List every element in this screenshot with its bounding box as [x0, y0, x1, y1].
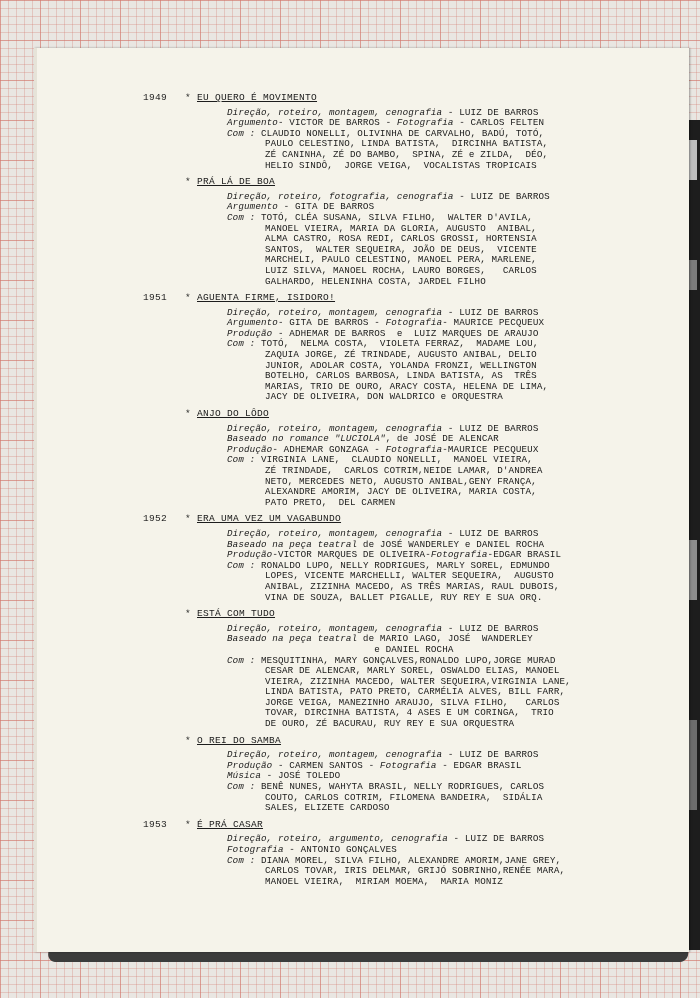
page-shadow	[48, 952, 689, 962]
credit-text: - ADHEMAR GONZAGA -	[272, 443, 386, 455]
film-title: ANJO DO LÔDO	[197, 408, 270, 420]
filmography-list	[145, 93, 665, 893]
credit-text: de JOSÉ WANDERLEY e DANIEL ROCHA	[357, 538, 545, 550]
cast-names: ALMA CASTRO, ROSA REDI, CARLOS GROSSI, HORTENSIA	[265, 233, 537, 245]
credit-text: - LUIZ DE BARROS	[442, 422, 539, 434]
credit-text: de MARIO LAGO, JOSÉ WANDERLEY	[357, 633, 533, 645]
credit-text: - LUIZ DE BARROS	[453, 190, 550, 202]
credit-text: -EDGAR BRASIL	[487, 549, 562, 561]
cast-label: Com :	[227, 127, 256, 139]
credit-text: - CARMEN SANTOS -	[272, 759, 380, 771]
document-page	[34, 48, 689, 952]
film-year: 1952	[143, 513, 168, 525]
credit-text: - LUIZ DE BARROS	[442, 749, 539, 761]
credit-text: Direção, roteiro, montagem, cenografia	[227, 749, 443, 761]
credit-text: - JOSÉ TOLEDO	[260, 770, 341, 782]
cast-names: MANOEL VIEIRA, MARIA DA GLORIA, AUGUSTO ANIBAL,	[265, 222, 537, 234]
credit-text: Fotografia	[227, 844, 284, 855]
film-title: ERA UMA VEZ UM VAGABUNDO	[197, 513, 342, 525]
film-title: É PRÁ CASAR	[197, 818, 264, 830]
film-title: PRÁ LÁ DE BOA	[197, 176, 276, 188]
credit-text: Produção	[227, 443, 273, 455]
cast-names: DIANA MOREL, SILVA FILHO, ALEXANDRE AMORIM,JANE GREY,	[261, 854, 562, 866]
credit-text: - LUIZ DE BARROS	[442, 622, 539, 634]
asterisk-bullet-icon: *	[185, 818, 191, 830]
credit-text: - GITA DE BARROS -	[277, 317, 386, 329]
film-entry	[145, 609, 665, 730]
credit-text: - LUIZ DE BARROS	[447, 833, 545, 845]
credit-text: - CARLOS FELTEN	[453, 117, 545, 129]
film-year: 1951	[143, 292, 168, 304]
cast-names: SALES, ELIZETE CARDOSO	[265, 802, 390, 814]
credit-text: Produção	[227, 327, 273, 339]
cast-names: TOVAR, DIRCINHA BATISTA, 4 ASES E UM CORINGA, TRIO	[265, 707, 554, 719]
credit-text: - LUIZ DE BARROS	[442, 527, 539, 539]
credit-text: Produção	[227, 759, 273, 771]
credit-text: Direção, roteiro, argumento, cenografia	[227, 833, 448, 845]
film-entry	[145, 293, 665, 403]
credit-text: - MAURICE PECQUEUX	[442, 317, 545, 329]
credit-text: Fotografia	[430, 549, 488, 561]
credits-block	[227, 308, 665, 403]
cast-names: LOPES, VICENTE MARCHELLI, WALTER SEQUEIRA, AUGUSTO	[265, 570, 554, 582]
cast-names: GALHARDO, HELENINHA COSTA, JARDEL FILHO	[265, 275, 486, 287]
cast-line	[227, 593, 665, 604]
credit-text: - GITA DE BARROS	[277, 201, 375, 213]
credit-text: Baseado na peça teatral	[227, 538, 358, 550]
credit-text: Direção, roteiro, fotografia, cenografia	[227, 190, 454, 202]
credits-block	[227, 624, 665, 730]
credit-text: -VICTOR MARQUES DE OLIVEIRA-	[272, 549, 431, 561]
credits-block	[227, 424, 665, 509]
credit-text: Direção, roteiro, montagem, cenografia	[227, 527, 443, 539]
film-entry	[145, 736, 665, 814]
cast-names: CLAUDIO NONELLI, OLIVINHA DE CARVALHO, BADÚ, TOTÓ,	[261, 127, 545, 139]
film-title: O REI DO SAMBA	[197, 734, 282, 746]
film-entry	[145, 93, 665, 171]
credit-text: Fotografia	[379, 759, 437, 771]
cast-names: BENÊ NUNES, WAHYTA BRASIL, NELLY RODRIGUES, CARLOS	[261, 781, 545, 793]
credit-text: Baseado no romance "LUCIOLA"	[227, 433, 386, 445]
asterisk-bullet-icon: *	[185, 92, 191, 103]
film-entry	[145, 820, 665, 888]
asterisk-bullet-icon: *	[185, 408, 191, 420]
credit-text: - ADHEMAR DE BARROS e LUIZ MARQUES DE ARAUJO	[272, 327, 539, 339]
credit-text: Argumento	[227, 317, 278, 329]
credit-text: Música	[227, 770, 261, 782]
cast-line	[227, 498, 665, 509]
credit-text: - ANTONIO GONÇALVES	[283, 844, 397, 855]
film-title: EU QUERO É MOVIMENTO	[197, 92, 318, 103]
credit-text: Fotografia	[396, 117, 454, 129]
asterisk-bullet-icon: *	[185, 608, 191, 620]
cast-names: TOTÓ, NELMA COSTA, VIOLETA FERRAZ, MADAME LOU,	[261, 338, 539, 350]
credit-text: Direção, roteiro, montagem, cenografia	[227, 106, 443, 118]
cast-label: Com :	[227, 211, 256, 223]
cast-label: Com :	[227, 654, 256, 666]
asterisk-bullet-icon: *	[185, 734, 191, 746]
cast-names: COUTO, CARLOS COTRIM, FILOMENA BANDEIRA, SIDÁLIA	[265, 791, 543, 803]
cast-names: MESQUITINHA, MARY GONÇALVES,RONALDO LUPO,JORGE MURAD	[261, 654, 556, 666]
film-entry	[145, 177, 665, 287]
credit-text: Direção, roteiro, montagem, cenografia	[227, 622, 443, 634]
cast-label: Com :	[227, 781, 256, 793]
credits-block	[227, 529, 665, 603]
film-title: ESTÁ COM TUDO	[197, 608, 276, 620]
credit-text: e DANIEL ROCHA	[227, 643, 454, 655]
credit-text: Fotografia	[385, 317, 443, 329]
credits-block	[227, 108, 665, 172]
cast-line	[227, 803, 665, 814]
credits-block	[227, 750, 665, 814]
credit-text: - EDGAR BRASIL	[436, 759, 522, 771]
film-entry	[145, 409, 665, 508]
credit-text: Direção, roteiro, montagem, cenografia	[227, 422, 443, 434]
cast-names: CARLOS TOVAR, IRIS DELMAR, GRIJÓ SOBRINHO,RENÉE MARA,	[265, 865, 566, 877]
cast-names: SANTOS, WALTER SEQUEIRA, JOÃO DE DEUS, VICENTE	[265, 243, 537, 255]
cast-names: LUIZ SILVA, MANOEL ROCHA, LAURO BORGES, CARLOS	[265, 264, 537, 276]
cast-names: LINDA BATISTA, PATO PRETO, CARMÉLIA ALVES, BILL FARR,	[265, 686, 566, 698]
cast-names: ZÉ CANINHA, ZÉ DO BAMBO, SPINA, ZÉ e ZILDA, DÉO,	[265, 148, 549, 160]
credit-text: Baseado na peça teatral	[227, 633, 358, 645]
credit-text: Produção	[227, 549, 273, 561]
cast-names: HELIO SINDÔ, JORGE VEIGA, VOCALISTAS TROPICAIS	[265, 159, 537, 171]
cast-names: JUNIOR, ADOLAR COSTA, YOLANDA FRONZI, WELLINGTON	[265, 359, 537, 371]
cast-names: VIEIRA, ZIZINHA MACEDO, WALTER SEQUEIRA,VIRGINIA LANE,	[265, 675, 571, 687]
cast-names: MARCHELI, PAULO CELESTINO, MANOEL PERA, MARLENE,	[265, 254, 537, 266]
cast-line	[227, 277, 665, 288]
asterisk-bullet-icon: *	[185, 176, 191, 188]
cast-names: JORGE VEIGA, MANEZINHO ARAUJO, SILVA FILHO, CARLOS	[265, 696, 560, 708]
cast-line	[227, 877, 665, 888]
film-year: 1949	[143, 92, 168, 103]
cast-names: NETO, MERCEDES NETO, AUGUSTO ANIBAL,GENY FRANÇA,	[265, 475, 537, 487]
cast-names: ZAQUIA JORGE, ZÉ TRINDADE, AUGUSTO ANIBAL, DELIO	[265, 349, 537, 361]
asterisk-bullet-icon: *	[185, 513, 191, 525]
film-title: AGUENTA FIRME, ISIDORO!	[197, 292, 336, 304]
cast-names: MANOEL VIEIRA, MIRIAM MOEMA, MARIA MONIZ	[265, 875, 503, 887]
credit-text: - LUIZ DE BARROS	[442, 306, 539, 318]
cast-names: ZÉ TRINDADE, CARLOS COTRIM,NEIDE LAMAR, D'ANDREA	[265, 465, 543, 476]
credit-text: Fotografia	[385, 443, 443, 455]
cast-line	[227, 161, 665, 172]
cast-line	[227, 719, 665, 730]
credit-text: Direção, roteiro, montagem, cenografia	[227, 306, 443, 318]
credit-text: -MAURICE PECQUEUX	[442, 443, 539, 455]
credits-block	[227, 834, 665, 887]
cast-names: JACY DE OLIVEIRA, DON WALDRICO e ORQUESTRA	[265, 391, 503, 403]
credits-block	[227, 192, 665, 287]
cast-names: TOTÓ, CLÉA SUSANA, SILVA FILHO, WALTER D'AVILA,	[261, 211, 533, 223]
credit-text: Argumento	[227, 201, 278, 213]
film-entry	[145, 514, 665, 603]
cast-label: Com :	[227, 854, 256, 866]
cast-names: CESAR DE ALENCAR, MARLY SOREL, OSWALDO ELIAS, MANOEL	[265, 665, 560, 677]
cast-names: VINA DE SOUZA, BALLET PIGALLE, RUY REY E SUA ORQ.	[265, 591, 543, 603]
cast-label: Com :	[227, 559, 256, 571]
cast-names: VIRGINIA LANE, CLAUDIO NONELLI, MANOEL VIEIRA,	[261, 454, 533, 466]
cast-names: PAULO CELESTINO, LINDA BATISTA, DIRCINHA BATISTA,	[265, 138, 549, 150]
credit-text: - LUIZ DE BARROS	[442, 106, 539, 118]
cast-names: RONALDO LUPO, NELLY RODRIGUES, MARLY SOREL, EDMUNDO	[261, 559, 550, 571]
cast-names: BOTELHO, CARLOS BARBOSA, LINDA BATISTA, AS TRÊS	[265, 370, 537, 382]
credit-text: - VICTOR DE BARROS -	[277, 117, 397, 129]
cast-names: ANIBAL, ZIZINHA MACEDO, AS TRÊS MARIAS, RAUL DUBOIS,	[265, 580, 560, 592]
credit-text: , de JOSÉ DE ALENCAR	[385, 433, 499, 445]
cast-names: MARIAS, TRIO DE OURO, ARACY COSTA, HELENA DE LIMA,	[265, 380, 549, 392]
credit-text: Argumento	[227, 117, 278, 129]
asterisk-bullet-icon: *	[185, 292, 191, 304]
cast-line	[227, 392, 665, 403]
film-year: 1953	[143, 818, 168, 830]
cast-names: DE OURO, ZÉ BACURAU, RUY REY E SUA ORQUESTRA	[265, 718, 515, 730]
cast-names: ALEXANDRE AMORIM, JACY DE OLIVEIRA, MARIA COSTA,	[265, 486, 537, 498]
cast-label: Com :	[227, 454, 256, 466]
cast-names: PATO PRETO, DEL CARMEN	[265, 496, 396, 508]
cast-label: Com :	[227, 338, 256, 350]
